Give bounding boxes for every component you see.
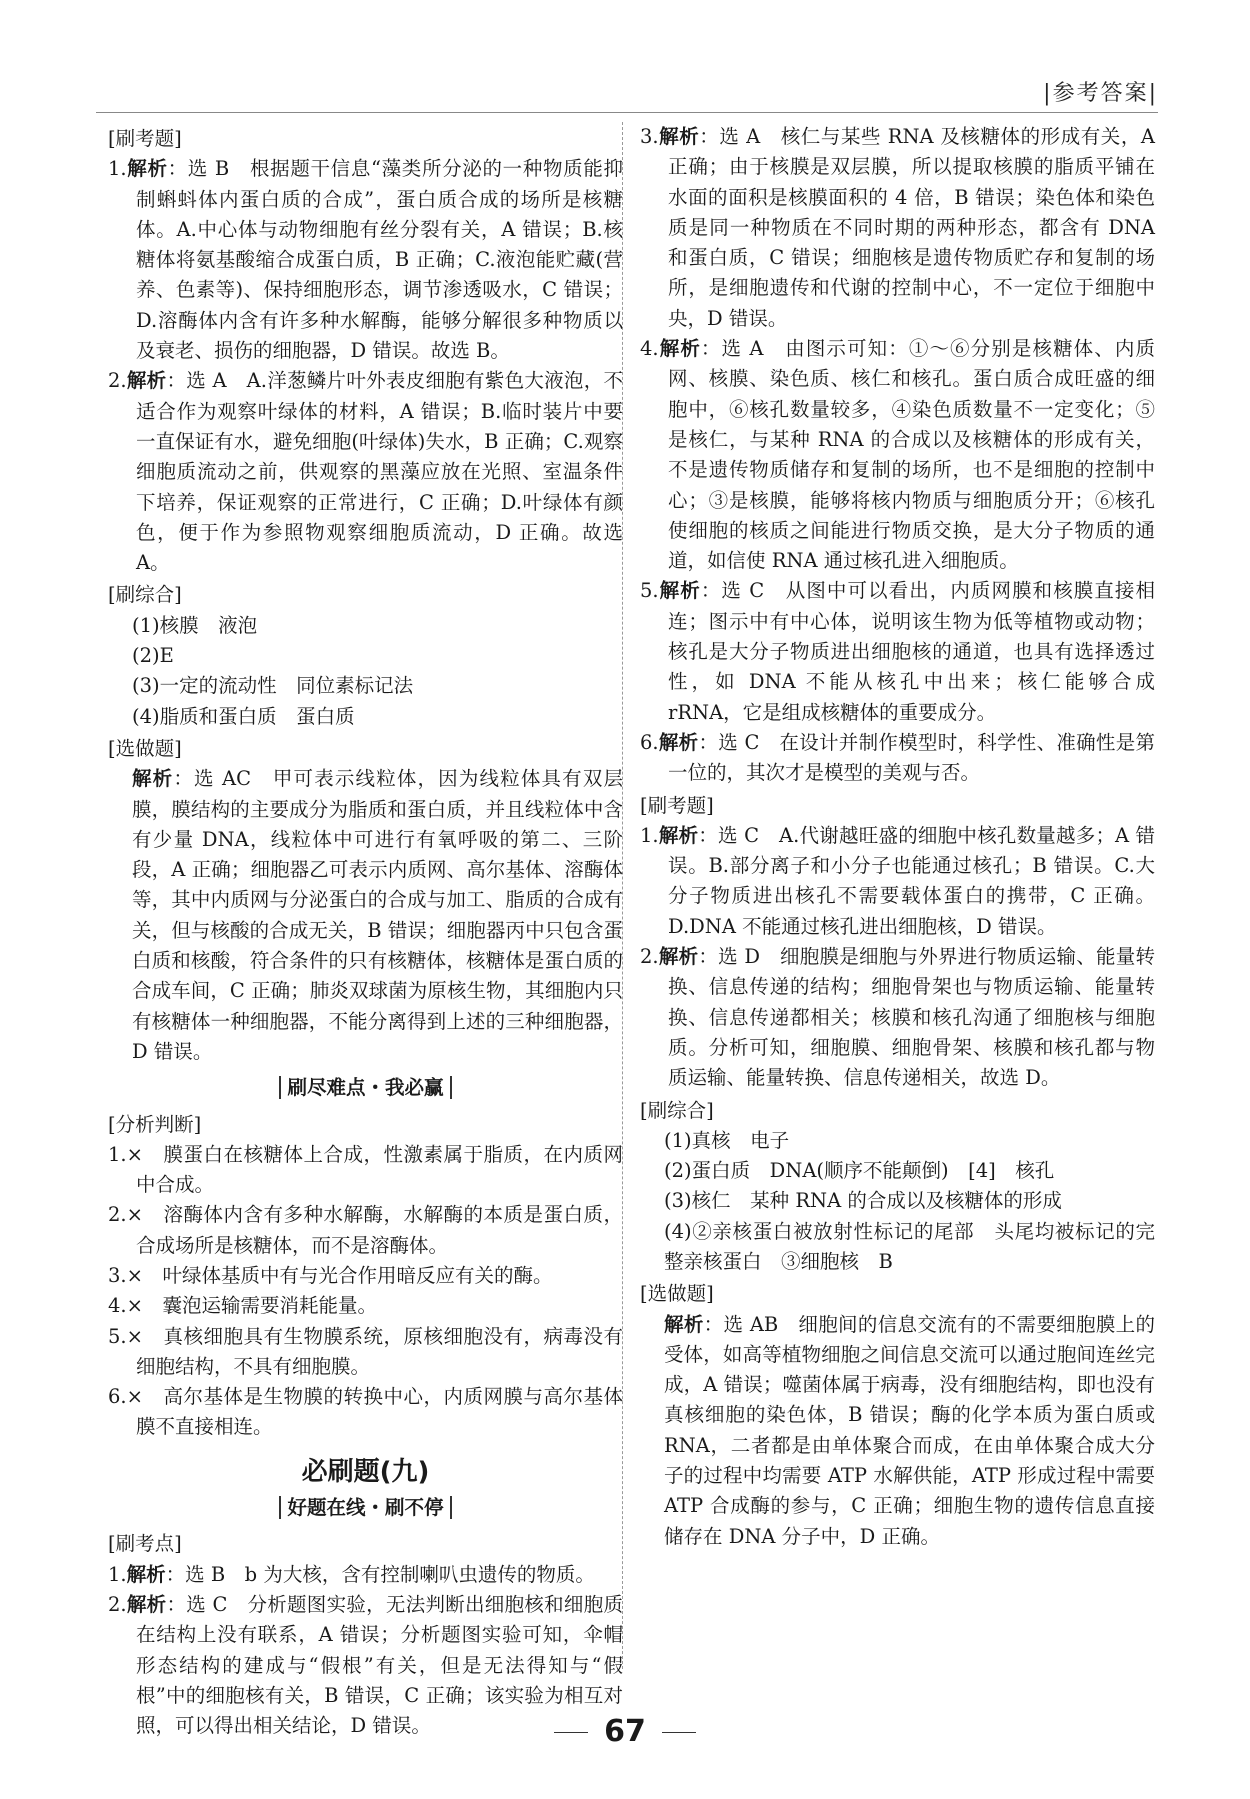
judgment-item: 5.× 真核细胞具有生物膜系统，原核细胞没有，病毒没有细胞结构，不具有细胞膜。 [108,1324,623,1378]
answer-item: 2.解析：选 C 分析题图实验，无法判断出细胞核和细胞质在结构上没有联系，A 错误；分析题图实验可知，伞帽形态结构的建成与“假根”有关，但是无法得知与“假根”中的细胞核有关，B 错误，C 正确；该实验为相互对照，可以得出相关结论，D 错误。 [108,1592,623,1738]
sub-answer: (4)②亲核蛋白被放射性标记的尾部 头尾均被标记的完整亲核蛋白 ③细胞核 B [664,1219,1155,1273]
judgment-item: 6.× 高尔基体是生物膜的转换中心，内质网膜与高尔基体膜不直接相连。 [108,1385,623,1439]
page-number: 67 [0,1714,1250,1749]
header-rule [96,112,1158,113]
section-label: [ 选做题 ] [108,734,623,764]
sub-answer: (3)一定的流动性 同位素标记法 [132,674,414,698]
sub-answer: (2)蛋白质 DNA(顺序不能颠倒) [4] 核孔 [664,1159,1055,1183]
header-tag: |参考答案| [1043,81,1158,106]
center-banner: 好题在线・刷不停 [108,1493,623,1523]
sub-answer: (3)核仁 某种 RNA 的合成以及核糖体的形成 [664,1189,1062,1213]
sub-answer: (1)真核 电子 [664,1128,790,1152]
sub-answer: (4)脂质和蛋白质 蛋白质 [132,704,355,728]
right-column [640,122,1155,1552]
answer-item: 5.解析：选 C 从图中可以看出，内质网膜和核膜直接相连；图示中有中心体，说明该生物为低等植物或动物；核孔是大分子物质进出细胞核的通道，也具有选择透过性，如 DNA 不能从核孔中出来；核仁能够合成 rRNA，它是组成核糖体的重要成分。 [640,579,1155,724]
answer-paragraph: 解析：选 AB 细胞间的信息交流有的不需要细胞膜上的受体，如高等植物细胞之间信息交流可以通过胞间连丝完成，A 错误；噬菌体属于病毒，没有细胞结构，即也没有真核细胞的染色体，B 错误；酶的化学本质为蛋白质或 RNA，二者都是由单体聚合而成，在由单体聚合成大分子的过程中均需要 ATP 水解供能，ATP 形成过程中需要 ATP 合成酶的参与，C 正确；细胞生物的遗传信息直接储存在 DNA 分子中，D 正确。 [664,1312,1155,1548]
answer-item: 2.解析：选 D 细胞膜是细胞与外界进行物质运输、能量转换、信息传递的结构；细胞骨架也与物质运输、能量转换、信息传递都相关；核膜和核孔沟通了细胞核与细胞质。分析可知，细胞膜、细胞骨架、核膜和核孔都与物质运输、能量转换、信息传递相关，故选 D。 [640,945,1155,1090]
answer-item: 3.解析：选 A 核仁与某些 RNA 及核糖体的形成有关，A 正确；由于核膜是双层膜，所以提取核膜的脂质平铺在水面的面积是核膜面积的 4 倍，B 错误；染色体和染色质是同一种物质在不同时期的两种形态，都含有 DNA 和蛋白质，C 错误；细胞核是遗传物质贮存和复制的场所，是细胞遗传和代谢的控制中心，不一定位于细胞中央，D 错误。 [640,125,1155,330]
sub-answer: (1)核膜 液泡 [132,613,258,637]
judgment-item: 2.× 溶酶体内含有多种水解酶，水解酶的本质是蛋白质，合成场所是核糖体，而不是溶酶体。 [108,1203,623,1257]
sub-answer: (2)E [132,644,174,668]
answer-paragraph: 解析：选 AC 甲可表示线粒体，因为线粒体具有双层膜，膜结构的主要成分为脂质和蛋白质，并且线粒体中含有少量 DNA，线粒体中可进行有氧呼吸的第二、三阶段，A 正确；细胞器乙可表示内质网、高尔基体、溶酶体等，其中内质网与分泌蛋白的合成与加工、脂质的合成有关，但与核酸的合成无关，B 错误；细胞器丙中只包含蛋白质和核酸，符合条件的只有核糖体，核糖体是蛋白质的合成车间，C 正确；肺炎双球菌为原核生物，其细胞内只有核糖体一种细胞器，不能分离得到上述的三种细胞器，D 错误。 [132,767,623,1063]
center-banner: 刷尽难点・我必赢 [108,1073,623,1103]
answer-item: 1.解析：选 B b 为大核，含有控制喇叭虫遗传的物质。 [108,1562,595,1586]
judgment-item: 1.× 膜蛋白在核糖体上合成，性激素属于脂质，在内质网中合成。 [108,1142,623,1197]
answer-item: 6.解析：选 C 在设计并制作模型时，科学性、准确性是第一位的，其次才是模型的美观与否。 [640,730,1155,785]
judgment-item: 4.× 囊泡运输需要消耗能量。 [108,1294,377,1318]
answer-item: 1.解析：选 B 根据题干信息“藻类所分泌的一种物质能抑制蝌蚪体内蛋白质的合成”，蛋白质合成的场所是核糖体。A.中心体与动物细胞有丝分裂有关，A 错误；B.核糖体将氨基酸缩合成蛋白质，B 正确；C.液泡能贮藏(营养、色素等)、保持细胞形态，调节渗透吸水，C 错误；D.溶酶体内含有许多种水解酶，能够分解很多种物质以及衰老、损伤的细胞器，D 错误。故选 B。 [108,157,623,363]
section-label: [ 刷考题 ] [108,124,623,154]
section-label: [ 刷综合 ] [640,1096,1155,1126]
left-column [108,122,623,1741]
section-label: [ 刷考题 ] [640,791,1155,821]
section-label: [ 选做题 ] [640,1279,1155,1309]
section-label: [ 分析判断 ] [108,1110,623,1140]
section-label: [ 刷综合 ] [108,580,623,610]
answer-item: 1.解析：选 C A.代谢越旺盛的细胞中核孔数量越多；A 错误。B.部分离子和小分子也能通过核孔；B 错误。C.大分子物质进出核孔不需要载体蛋白的携带，C 正确。D.DNA 不能通过核孔进出细胞核，D 错误。 [640,823,1155,938]
judgment-item: 3.× 叶绿体基质中有与光合作用暗反应有关的酶。 [108,1263,553,1287]
answer-item: 2.解析：选 A A.洋葱鳞片叶外表皮细胞有紫色大液泡，不适合作为观察叶绿体的材料，A 错误；B.临时装片中要一直保证有水，避免细胞(叶绿体)失水，B 正确；C.观察细胞质流动之前，供观察的黑藻应放在光照、室温条件下培养，保证观察的正常进行，C 正确；D.叶绿体有颜色，便于作为参照物观察细胞质流动，D 正确。故选 A。 [108,369,623,575]
answer-item: 4.解析：选 A 由图示可知：①～⑥分别是核糖体、内质网、核膜、染色质、核仁和核孔。蛋白质合成旺盛的细胞中，⑥核孔数量较多，④染色质数量不一定变化；⑤是核仁，与某种 RNA 的合成以及核糖体的形成有关，不是遗传物质储存和复制的场所，也不是细胞的控制中心；③是核膜，能够将核内物质与细胞质分开；⑥核孔使细胞的核质之间能进行物质交换，是大分子物质的通道，如信使 RNA 通过核孔进入细胞质。 [640,337,1155,573]
section-label: [ 刷考点 ] [108,1529,623,1559]
chapter-title: 必刷题(九) [301,1456,430,1487]
